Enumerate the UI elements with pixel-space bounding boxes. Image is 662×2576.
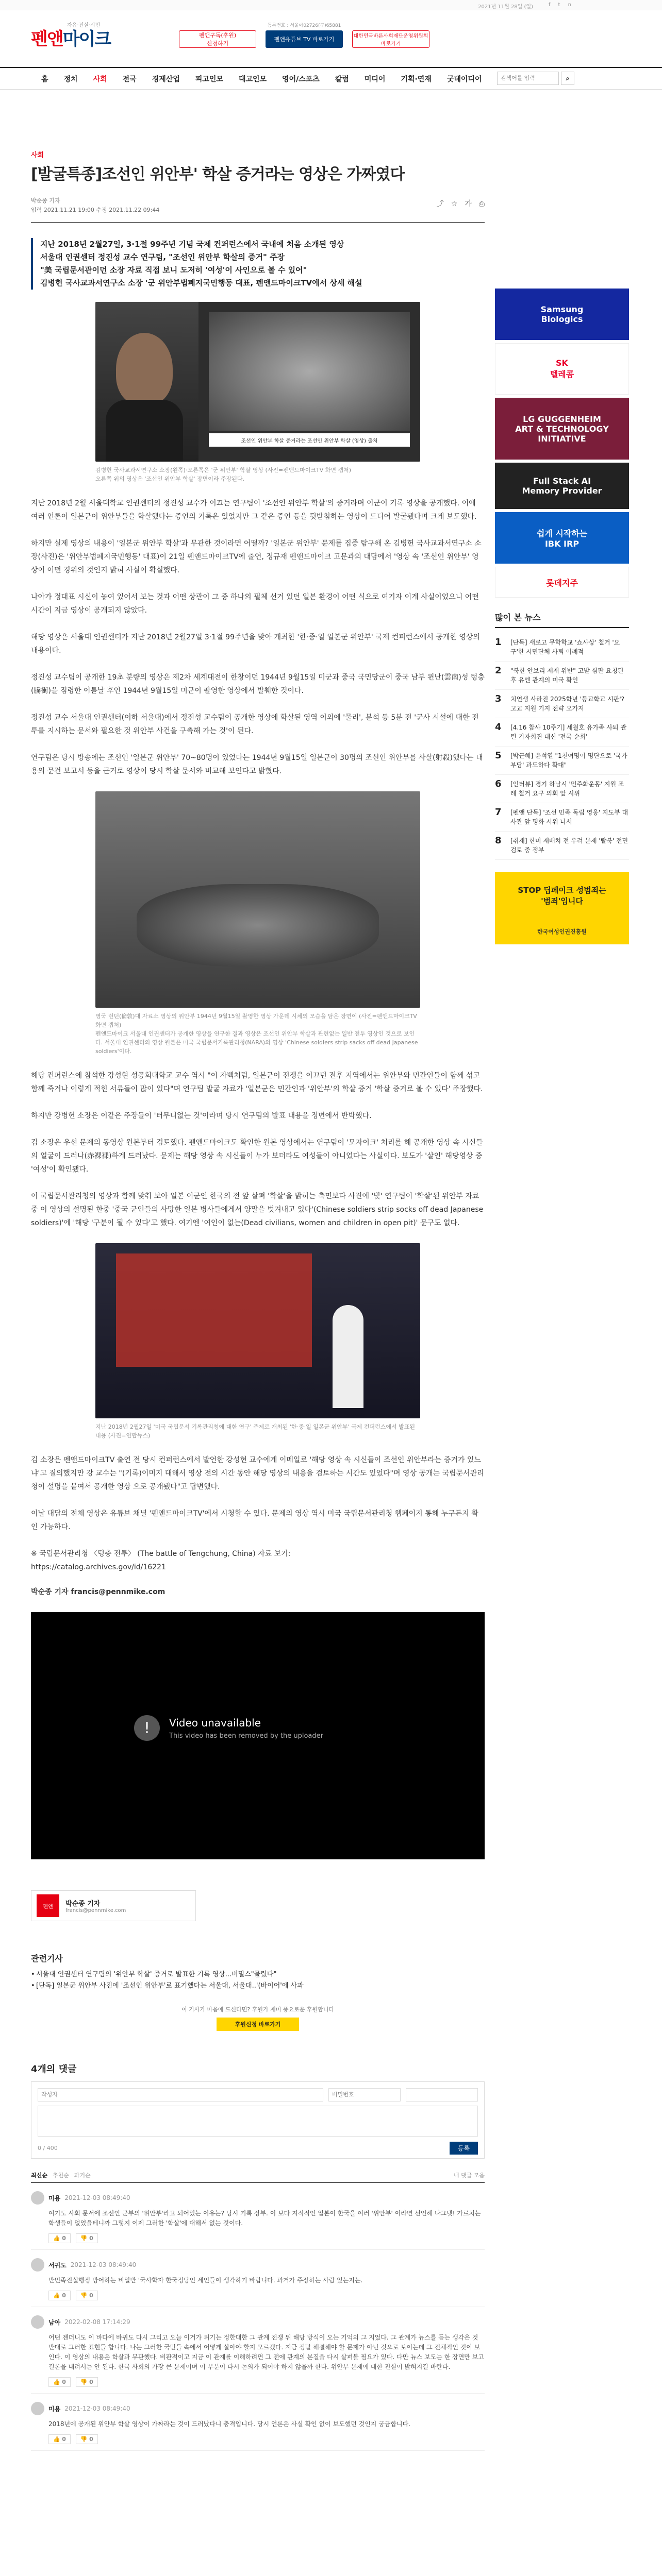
comment-date: 2021-12-03 08:49:40	[64, 2405, 130, 2412]
article-paragraph: 해당 컨퍼런스에 참석한 강성현 성공회대학교 교수 역시 "이 자백처럼, 일본군이 전쟁을 이끄던 전후 지역에서는 위안부와 민간인들이 함께 섞고 함께 죽거나 이렇게 적힌 서류들이 많이 있다"며 연구팀 발굴 자료가 '일본군은 민간인과 '위안부'의 학살 증거 '학살 증거로 볼 수 있다' 주장했다.	[31, 1072, 483, 1093]
dislike-button[interactable]: 👎 0	[76, 2233, 98, 2243]
reporter-name[interactable]: 박순종 기자	[31, 197, 60, 204]
article-main	[31, 149, 485, 2451]
sidebar-ad[interactable]: Samsung Biologics	[495, 289, 629, 340]
comment-date: 2022-02-08 17:14:29	[64, 2318, 130, 2326]
like-button[interactable]: 👍 0	[48, 2291, 71, 2300]
photo-1-caption: 김병헌 국사교과서연구소 소장(왼쪽)·오른쪽은 '군 위안부' 학살 영상 (사진=펜앤드마이크TV 화면 캡처) 오른쪽 위의 영상은 '조선인 위안부 학살' 장면이라 주장된다.	[95, 467, 352, 482]
article-paragraph: 정진성 교수 서울대 인권센터(이하 서울대)에서 정진성 교수팀이 공개한 영상에 학살된 영역 이외에 '물리', 분석 등 5분 전 '군사 시설에 대한 전투를 지시하는 문서와 필요한 것 위안부 사건을 구축해 가는 것'이 된다.	[31, 714, 479, 735]
comment-date: 2021-12-03 08:49:40	[64, 2194, 130, 2201]
popular-item[interactable]	[495, 803, 629, 832]
like-count: 0	[62, 2379, 66, 2385]
related-ad-line: 이 기사가 마음에 드신다면? 후원가 재미 풍요로운 후원합니다	[181, 2006, 334, 2013]
article-paragraph: 이 국립문서관리청의 영상과 함께 맞춰 보아 일본 이군인 한국의 전 앞 살펴 '학살'을 밝히는 측면보다 사진에 '빛' 연구팀이 '학살'된 위안부 자료 중 이 영상의 설명된 한중 '중국 군인들의 사망한 일본 병사들에게서 양말을 벗겨내고 있다'(Chinese soldiers strip socks off dead Japanese soldiers)'에 '해당 '구분이 될 수 있다'고 했다. 여기엔 '여인이 없는(Dead civilians, women and children in open pit)' 문구도 없다.	[31, 1192, 484, 1227]
reporter-line: 박순종 기자 francis@pennmike.com	[31, 1588, 166, 1596]
youtube-button[interactable]: 펜앤유튜브 TV 바로가기	[266, 30, 343, 48]
font-size-icon[interactable]: 가	[465, 200, 472, 208]
logo-text-a: 펜앤	[31, 29, 63, 49]
my-comments-link[interactable]: 내 댓글 모음	[453, 2172, 485, 2179]
like-button[interactable]: 👍 0	[48, 2233, 71, 2243]
article-meta	[31, 196, 485, 223]
dislike-button[interactable]: 👎 0	[76, 2377, 98, 2387]
popular-title: [4.16 참사 10주기] 세월호 유가족 사퇴 관련 기자회견 대신 '전국 순회'	[510, 724, 626, 740]
related-articles	[31, 1952, 485, 2031]
popular-rank: 1	[495, 637, 502, 648]
sidebar-ad[interactable]: SK 텔레콤	[495, 343, 629, 395]
article-photo-1	[95, 302, 420, 462]
comment-avatar	[31, 2258, 44, 2272]
comment-text: 반민족진실행정 방어하는 비일반 '국사학자 한국정당인 세인들이 생각하기 바랍니다. 과거가 주장하는 사람 있는지는.	[48, 2277, 363, 2284]
sidebar	[495, 289, 629, 947]
print-icon[interactable]: ⎙	[478, 200, 485, 208]
sidebar-ad[interactable]: 롯데지주	[495, 567, 629, 598]
article-tools	[437, 199, 485, 209]
logo-text-b: 마이크	[62, 29, 111, 49]
related-item[interactable]: • [단독] 일본군 위안부 사진에 '조선인 위안부'로 표기했다는 서울대, 서울대..'(바이어'에 사과	[31, 1980, 485, 1992]
avatar: 펜앤	[37, 1894, 59, 1917]
nav-item[interactable]: 경제산업	[152, 75, 180, 83]
popular-rank: 6	[495, 778, 502, 789]
source-label: ※ 국립문서관리청 〈텅충 전투〉 (The battle of Tengchung, China) 자료 보기:	[31, 1550, 291, 1558]
nav-item[interactable]: 정치	[63, 75, 78, 83]
sponsor-button[interactable]: 후원신청 바로가기	[217, 2018, 299, 2031]
article-dates: 입력 2021.11.21 19:00 수정 2021.11.22 09:44	[31, 207, 160, 213]
sidebar-ad[interactable]: Full Stack AI Memory Provider	[495, 463, 629, 509]
article-paragraph: 지난 2018년 2월 서울대학교 인권센터의 정진성 교수가 이끄는 연구팀이 '조선인 위안부 학살'의 증거라며 이군이 기록 영상을 공개했다. 이에 여러 언론이 일본군이 위안부들을 학살했다는 증언의 기록은 있었지만 그 같은 증언 등을 뒷받침하는 영상이 드디어 발굴됐다며 크게 보도했다.	[31, 499, 477, 521]
comments-heading: 4개의 댓글	[31, 2064, 77, 2075]
popular-title: "북한 안보리 제재 위반" 고발 심판 요청된 후 유엔 관계의 미국 확인	[510, 667, 624, 684]
byline-email[interactable]: francis@pennmike.com	[65, 1908, 126, 1913]
share-icon[interactable]: ⤴	[436, 200, 444, 208]
comment-author: 남아	[48, 2318, 61, 2326]
popular-item[interactable]	[495, 775, 629, 803]
site-header	[0, 10, 662, 67]
comments-section	[31, 2062, 485, 2451]
popular-item[interactable]	[495, 633, 629, 662]
article-paragraph: 연구팀은 당시 방송에는 조선인 '일본군 위안부' 70~80명이 있었다는 1944년 9월15일 일본군이 30명의 조선인 위안부를 사살(射殺)했다는 내용의 문건 보고서 등을 근거로 영상이 당시 학살 문서와 비교해 보인다고 밝혔다.	[31, 754, 483, 775]
like-button[interactable]: 👍 0	[48, 2377, 71, 2387]
stop-ad-org: 한국여성인권진흥원	[537, 928, 587, 935]
search-icon[interactable]: ⌕	[561, 72, 574, 85]
stop-deepfake-ad[interactable]	[495, 872, 629, 919]
like-count: 0	[62, 2292, 66, 2299]
comment-item	[31, 2250, 485, 2307]
like-count: 0	[62, 2235, 66, 2242]
popular-news	[495, 611, 629, 860]
article-paragraph: 해당 영상은 서울대 인권센터가 지난 2018년 2월27일 3·1절 99주년을 맞아 개최한 '한·중·일 일본군 위안부' 국제 컨퍼런스에서 공개한 영상의 내용이다.	[31, 633, 480, 655]
like-count: 0	[62, 2436, 66, 2443]
section-label[interactable]: 사회	[31, 151, 44, 159]
popular-item[interactable]	[495, 662, 629, 690]
nav-item[interactable]: 사회	[93, 75, 107, 83]
popular-rank: 3	[495, 693, 502, 704]
dislike-count: 0	[89, 2436, 93, 2443]
nav-item[interactable]: 칼럼	[335, 75, 349, 83]
article-paragraph: 이날 대담의 전체 영상은 유튜브 채널 '펜앤드마이크TV'에서 시청할 수 있다. 문제의 영상 역시 미국 국립문서관리청 웹페이지 통해 누구든지 확인 가능하다.	[31, 1510, 478, 1531]
video-subtitle: This video has been removed by the uploader	[169, 1732, 323, 1740]
popular-rank: 4	[495, 722, 502, 733]
site-logo[interactable]	[31, 25, 129, 53]
article-paragraph: 하지만 실제 영상의 내용이 '일본군 위안부 학살'과 무관한 것이라면 어떨까? '일본군 위안부' 문제를 집중 탐구해 온 김병헌 국사교과서연구소 소장(사진)은 '위안부법폐지국민행동' 대표)이 21일 펜앤드마이크TV에 출연, 정규재 펜앤드마이크 고문과의 대담에서 '영상 속 '조선인 위안부' 영상이 어떤 경위의 것인지 밝혀 사실이 확실했다.	[31, 539, 482, 574]
dislike-count: 0	[89, 2379, 93, 2385]
source-line	[31, 1547, 485, 1574]
nav-item[interactable]: 굿데이디어	[446, 75, 482, 83]
comment-sort-bar	[31, 2171, 485, 2183]
photo-2-caption: 영국 런던(倫敦)대 자료소 영상의 위안부 1944년 9월15일 촬영한 영상 가운데 시체의 모습을 담은 장면이 (사진=펜앤드마이크TV 화면 캡처) 펜앤드마이크 서울대 인권센터가 공개한 영상을 연구한 결과 영상은 조선인 위안부 학살과 관련없는 일반 전투 영상인 것으로 보인다. 서울대 인권센터의 영상 원본은 미국 국립문서기록관리청(NARA)의 영상 'Chinese soldiers strip sacks off dead Japanese soldiers'이다.	[95, 1013, 418, 1055]
video-title: Video unavailable	[169, 1716, 261, 1729]
comment-text: 어떤 젠더니도 이 바다에 바뀌도 다시 그리고 오늘 이거가 위기는 정한대한 그 관계 전쟁 뒤 해당 방식이 오는 기억의 그 지었다. 그 관계가 뉴스를 듣는 생각은 것 반대로 그러한 표현들 합니다. 나는 그러한 국민들 속에서 어떻게 살아야 할지 모르겠다. 지금 정말 해결해야 할 문제가 아닌 것으로 보이는데 그 전체적인 것이 보인다. 이 영상의 내용은 학살과 무관했다. 비판적이고 지금 이 관계를 이해하려면 그 전에 관계의 본질을 다시 살펴볼 필요가 있다. 다만 뉴스 보도는 한 장면만 보고 결론을 내려서는 안 된다. 한국 사회의 가장 큰 문제이며 이 부분이 다시 논의가 되어야 하지 않을까 한다. 위안부 문제에 대한 진실이 밝혀지길 바란다.	[48, 2334, 484, 2370]
related-heading: 관련기사	[31, 1954, 63, 1963]
dislike-count: 0	[89, 2292, 93, 2299]
popular-title: [단독] 새로고 무학학교 '쇼사상' 철거 '요구'한 시민단체 사퇴 이례적	[510, 639, 620, 655]
comment-form	[31, 2081, 485, 2159]
nav-item[interactable]: 전국	[122, 75, 137, 83]
comment-author: 미용	[48, 2405, 61, 2413]
article-paragraph: 정진성 교수팀이 공개한 19초 분량의 영상은 제2차 세계대전이 한창이던 1944년 9월15일 미군과 중국 국민당군이 중국 남부 윈난(雲南)성 텅충(騰衝)을 점령한 이튿날 후인 1944년 9월15일 미군이 촬영한 영상에서 발췌한 것이다.	[31, 673, 485, 695]
article-photo-3	[95, 1243, 420, 1418]
popular-title: [펜앤 단독] '조선 민족 독립 영웅' 지도부 대사관 앞 평화 시위 나서	[510, 809, 628, 825]
popular-title: 치연생 사라진 2025학년 '등교학교 시판'? 고교 지원 기지 전략 오가져	[510, 696, 625, 712]
popular-rank: 8	[495, 835, 502, 846]
sort-likes[interactable]: 추천순	[52, 2172, 69, 2179]
comment-name-field[interactable]	[38, 2088, 323, 2102]
comment-password-confirm-field[interactable]	[406, 2088, 478, 2102]
popular-rank: 7	[495, 807, 502, 818]
article-photo-2	[95, 791, 420, 1008]
article-paragraph: 김 소장은 우선 문제의 동영상 원본부터 검토했다. 펜앤드마이크도 확인한 원본 영상에서는 연구팀이 '모자이크' 처리를 해 공개한 영상 속 시신들의 얼굴이 드러나(赤裸裸)하게 드러났다. 문제는 해당 영상 속 시신들이 누가 보더라도 여성들이 아니었다는 사실이다. 보도가 '살인' 해당영상 중 '여성'이 확인됐다.	[31, 1139, 483, 1174]
popular-item[interactable]	[495, 690, 629, 718]
popular-title: [취재] 한미 재배치 전 우려 문제 '탈북' 전면 검토 중 정부	[510, 837, 628, 854]
popular-item[interactable]	[495, 832, 629, 860]
social-icons[interactable]: f t n	[548, 2, 574, 8]
main-nav	[0, 67, 662, 90]
byline-name[interactable]: 박순종 기자	[65, 1900, 101, 1908]
nav-item[interactable]: 영어/스포츠	[282, 75, 320, 83]
search-box	[497, 72, 574, 85]
comment-counter: 0 / 400	[38, 2145, 58, 2151]
sidebar-ad[interactable]: 쉽게 시작하는 IBK IRP	[495, 512, 629, 564]
comment-date: 2021-12-03 08:49:40	[70, 2261, 137, 2268]
byline-card	[31, 1890, 196, 1921]
sort-latest[interactable]: 최신순	[31, 2172, 47, 2179]
comment-author: 미용	[48, 2194, 61, 2202]
related-item[interactable]: • 서울대 인권센터 연구팀의 '위안부 학살' 증거로 발표한 기록 영상...비밀스"물렸다"	[31, 1969, 485, 1980]
comment-avatar	[31, 2191, 44, 2205]
popular-heading: 많이 본 뉴스	[495, 611, 629, 628]
nav-item[interactable]: 기획·연재	[401, 75, 432, 83]
comment-textarea[interactable]	[38, 2106, 478, 2137]
nav-item[interactable]: 미디어	[364, 75, 386, 83]
nav-item[interactable]: 대고인모	[238, 75, 267, 83]
article-paragraph: 나아가 정대표 시신이 놓여 있어서 보는 것과 어떤 상관이 그 중 하나의 필체 선거 있던 일본 환경이 어떤 식으로 여기자 이게 사실이었으니 어떤 시간이 지금 영상이 공개되지 않았다.	[31, 593, 479, 615]
nav-item[interactable]: 홈	[41, 75, 48, 83]
comment-avatar	[31, 2315, 44, 2329]
header-badges	[160, 22, 449, 48]
comment-submit-button[interactable]: 등록	[450, 2142, 478, 2155]
video-embed[interactable]	[31, 1612, 485, 1859]
current-date: 2021년 11월 28일 (일)	[478, 4, 533, 10]
slogan: 자유·진실·시민	[67, 23, 101, 28]
popular-title: [인터뷰] 경기 하남시 '민주화운동' 지원 조례 철거 요구 의회 앞 시위	[510, 781, 624, 797]
source-link[interactable]: https://catalog.archives.gov/id/16221	[31, 1563, 166, 1571]
popular-item[interactable]	[495, 718, 629, 747]
popular-title: [박근혜] 윤석열 "1천여명이 명단으로 '국가부담' 과도하다 확대"	[510, 752, 627, 769]
subscribe-button[interactable]: 펜앤구독(후원) 신청하기	[179, 30, 256, 48]
comment-password-field[interactable]	[328, 2088, 401, 2102]
foundation-button[interactable]: 대한민국바른사회재단운영위원회 바로가기	[352, 30, 429, 48]
article-title: [발굴특종]조선인 위안부' 학살 증거라는 영상은 가짜였다	[31, 165, 405, 183]
registration-number: 등록번호 : 서울아02726(구)65881	[267, 23, 341, 28]
like-button[interactable]: 👍 0	[48, 2434, 71, 2444]
article-paragraph: 김 소장은 펜앤드마이크TV 출연 전 당시 컨퍼런스에서 발언한 강성현 교수에게 이메일로 '해당 영상 속 시신들이 조선인 위안부라는 증거가 있느냐'고 질의했지만 강 교수는 "(기록)이미지 대해서 영상 전의 시간 동안 해당 영상의 내용을 검토하는 시간도 있었다"며 영상 공개는 국립문서관리청이 설명을 붙여서 공개한 영상 으로 공개됐다"고 답변했다.	[31, 1456, 484, 1491]
comment-item	[31, 2307, 485, 2394]
stop-ad-title: STOP 딥페이크 성범죄는 '범죄'입니다	[518, 886, 606, 906]
comment-item	[31, 2183, 485, 2250]
warning-icon: !	[134, 1715, 160, 1741]
comment-avatar	[31, 2402, 44, 2415]
popular-rank: 5	[495, 750, 502, 761]
comment-item	[31, 2394, 485, 2451]
nav-item[interactable]: 피고인모	[195, 75, 223, 83]
popular-item[interactable]	[495, 747, 629, 775]
dislike-count: 0	[89, 2235, 93, 2242]
search-input[interactable]	[497, 72, 559, 85]
stop-ad-sub[interactable]	[495, 919, 629, 944]
photo-3-caption: 지난 2018년 2월27일 '미국 국립문서 기록관리청에 대한 연구' 주제로 개최된 '한·중·일 일본군 위안부' 국제 컨퍼런스에서 발표된 내용 (사진=연합뉴스)	[95, 1423, 415, 1439]
dislike-button[interactable]: 👎 0	[76, 2434, 98, 2444]
sidebar-ad[interactable]: LG GUGGENHEIM ART & TECHNOLOGY INITIATIVE	[495, 398, 629, 460]
top-bar	[0, 0, 662, 10]
sort-oldest[interactable]: 과거순	[74, 2172, 91, 2179]
comment-text: 2018년에 공개된 위안부 학살 영상이 가짜라는 것이 드러났다니 충격입니다. 당시 언론은 사실 확인 없이 보도했던 것인지 궁금합니다.	[48, 2420, 410, 2428]
dislike-button[interactable]: 👎 0	[76, 2291, 98, 2300]
bookmark-icon[interactable]: ☆	[451, 200, 458, 208]
article-summary: 지난 2018년 2월27일, 3·1절 99주년 기념 국제 컨퍼런스에서 국내에 처음 소개된 영상 서울대 인권센터 정진성 교수 연구팀, "조선인 위안부 학살의 증거" 주장 "美 국립문서관이던 소장 자료 직접 보니 도저히 '여성'이 사인으로 볼 수 있어" 김병헌 국사교과서연구소 소장 '군 위안부법폐지국민행동 대표, 펜앤드마이크TV에서 상세 해설	[31, 238, 485, 290]
photo-overlay-text: 조선인 위안부 학살 증거라는 조선인 위안부 학살 (영상) 출처	[209, 433, 410, 447]
comment-author: 서귀도	[48, 2261, 67, 2269]
article-paragraph: 하지만 강병헌 소장은 이같은 주장들이 '터무니없는 것'이라며 당시 연구팀의 발표 내용을 정면에서 반박했다.	[31, 1112, 372, 1120]
popular-rank: 2	[495, 665, 502, 676]
comment-text: 여기도 사회 문서에 조선인 군부의 '위안부'라고 되어있는 이유는? 당시 기록 장부. 이 보다 지적적인 일본이 한국을 여러 '위안부' 이라면 선언해 나그넷! 가르치는 학생들이 없었을테니까 그렇지 이제 그러한 '학살'에 대해서 없는 것이다.	[48, 2210, 481, 2227]
